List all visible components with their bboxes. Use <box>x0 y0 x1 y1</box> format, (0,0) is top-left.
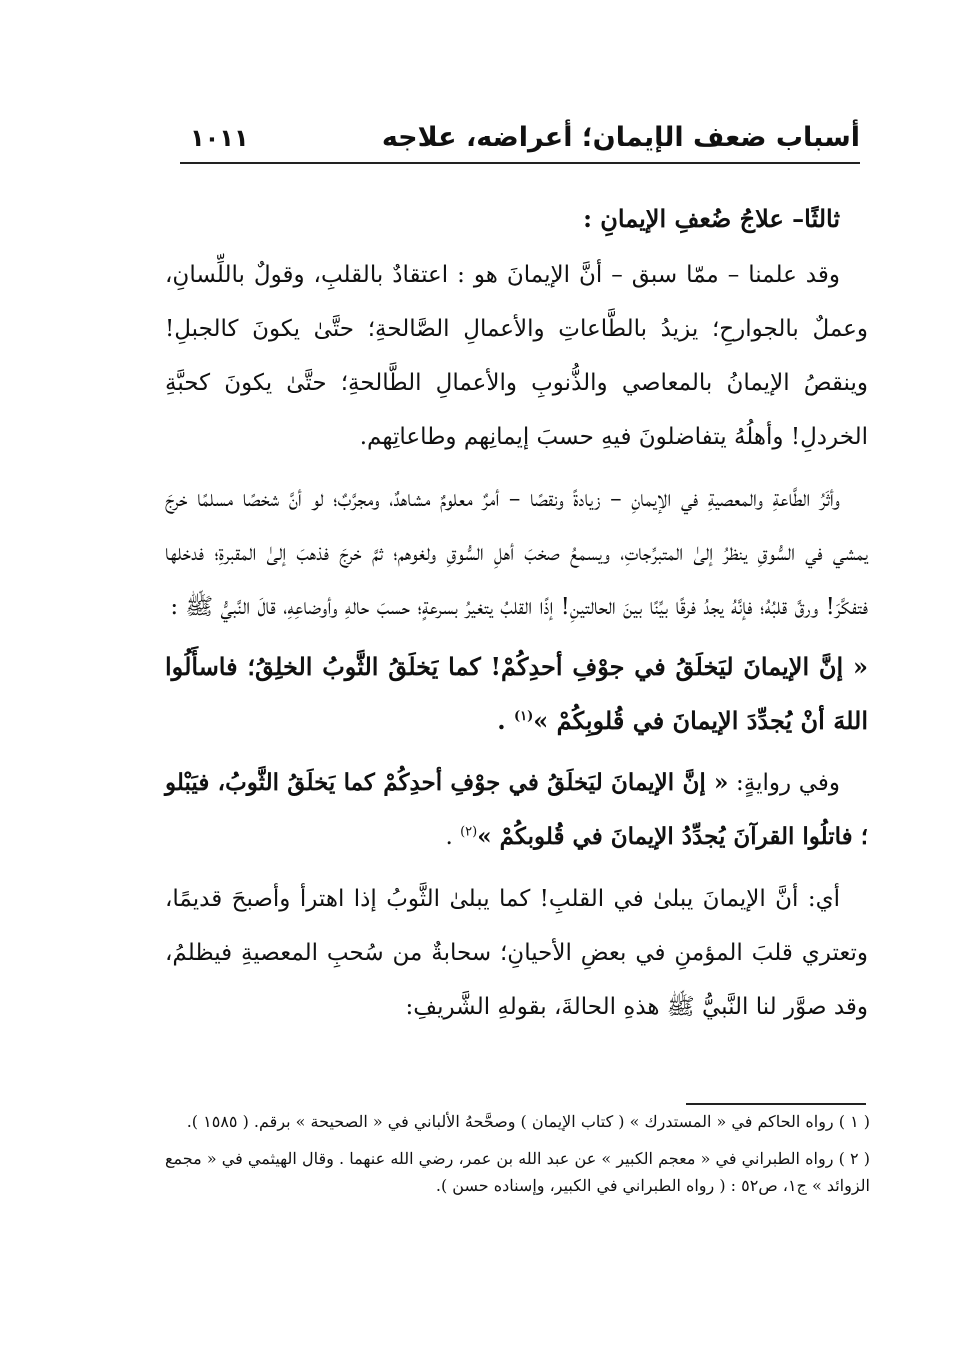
header-rule <box>180 162 860 164</box>
footnote-2: ( ٢ ) رواه الطبراني في « معجم الكبير » عن عبد الله بن عمر، رضي الله عنهما . وقال الهيثمي في « مجمع الزوائد » ج١، ص٥٢ : ( رواه الطبراني في الكبير، وإسناده حسن ). <box>165 1149 871 1195</box>
footnotes <box>165 1108 870 1209</box>
footnote-rule <box>686 1103 866 1105</box>
main-text <box>165 192 868 1034</box>
footnote-ref-1: (١) <box>513 709 534 724</box>
section-heading: ثالثًا– علاجُ ضُعفِ الإيمانِ : <box>583 204 840 233</box>
page-header <box>180 118 860 168</box>
paragraph-4: أي: أنَّ الإيمانَ يبلىٰ في القلبِ! كما يبلىٰ الثَّوبُ إذا اهترأ وأصبحَ قديمًا، وتعتري قلبَ المؤمنِ في بعضِ الأحيانِ؛ سحابةٌ من سُحبِ المعصيةِ فيظلمُ، وقد صوَّر لنا النَّبيُّ ﷺ هذهِ الحالةَ، بقولهِ الشَّريفِ: <box>165 886 868 1020</box>
running-title: أسباب ضعف الإيمان؛ أعراضه، علاجه <box>381 122 860 153</box>
paragraph-1: وقد علمنا – ممّا سبق – أنَّ الإيمانَ هو : اعتقادٌ بالقلبِ، وقولٌ باللِّسانِ، وعملٌ بالجوارحِ؛ يزيدُ بالطَّاعاتِ والأعمالِ الصَّالحةِ؛ حتَّىٰ يكونَ كالجبلِ! وينقصُ الإيمانُ بالمعاصي والذُّنوبِ والأعمالِ الطَّالحةِ؛ حتَّىٰ يكونَ كحبَّةِ الخردلِ! وأهلُهُ يتفاضلونَ فيهِ حسبَ إيمانِهم وطاعاتِهم. <box>165 262 868 450</box>
hadith-quote-1: « إنَّ الإيمانَ ليَخلَقُ في جوْفِ أحدِكُمْ! كما يَخلَقُ الثَّوبُ الخلِقُ؛ فاسأَلُوا اللهَ أنْ يُجدِّدَ الإيمانَ في قُلوبِكُمْ »$^{(١)}$ . <box>165 652 868 735</box>
paragraph-3: وفي روايةٍ: « إنَّ الإيمانَ ليَخلَقُ في جوْفِ أحدِكُمْ كما يَخلَقُ الثَّوبُ، فيَبْلو ؛ فاتلُوا القرآنَ يُجدِّدُ الإيمانَ في قُلوبكُمْ »$^{(٢)}$ . <box>165 769 868 850</box>
paragraph-3-lead: وفي روايةٍ: <box>736 770 840 796</box>
hadith-quote-2-text: « إنَّ الإيمانَ ليَخلَقُ في جوْفِ أحدِكُمْ كما يَخلَقُ الثَّوبُ، فيَبْلو ؛ فاتلُوا القرآنَ يُجدِّدُ الإيمانَ في قُلوبكُمْ » <box>165 769 868 850</box>
hadith-quote-1-text: « إنَّ الإيمانَ ليَخلَقُ في جوْفِ أحدِكُمْ! كما يَخلَقُ الثَّوبُ الخلِقُ؛ فاسأَلُوا اللهَ أنْ يُجدِّدَ الإيمانَ في قُلوبِكُمْ » <box>165 652 868 735</box>
footnote-1: ( ١ ) رواه الحاكم في « المستدرك » ( كتاب الإيمان ) وصحَّحهُ الألباني في « الصحيحة » برقم. ( ١٥٨٥ ). <box>186 1112 870 1131</box>
page-number: ١٠١١ <box>190 124 249 152</box>
footnote-ref-2: (٢) <box>460 824 478 840</box>
paragraph-2: وأثَرُ الطَّاعةِ والمعصيةِ في الإيمانِ – زيادةً ونقصًا – أمرٌ معلومٌ مشاهدٌ، ومجرَّبٌ؛ لو أنَّ شخصًا مسلمًا خرجَ يمشي في السُّوقِ ينظرُ إلىٰ المتبرِّجاتِ، ويسمعُ صخبَ أهلِ السُّوقِ ولغوهم؛ ثمَّ خرجَ فذهبَ إلىٰ المقبرةِ؛ فدخلها فتفكَّرَ! ورقَّ قلبُهُ؛ فإنَّهُ يجدُ فرقًا بيِّنًا بينَ الحالتينِ! إذًا القلبُ يتغيرُ بسرعةٍ؛ حسبَ حالهِ وأوضاعِهِ، قالَ النَّبيُّ ﷺ : <box>165 486 868 620</box>
